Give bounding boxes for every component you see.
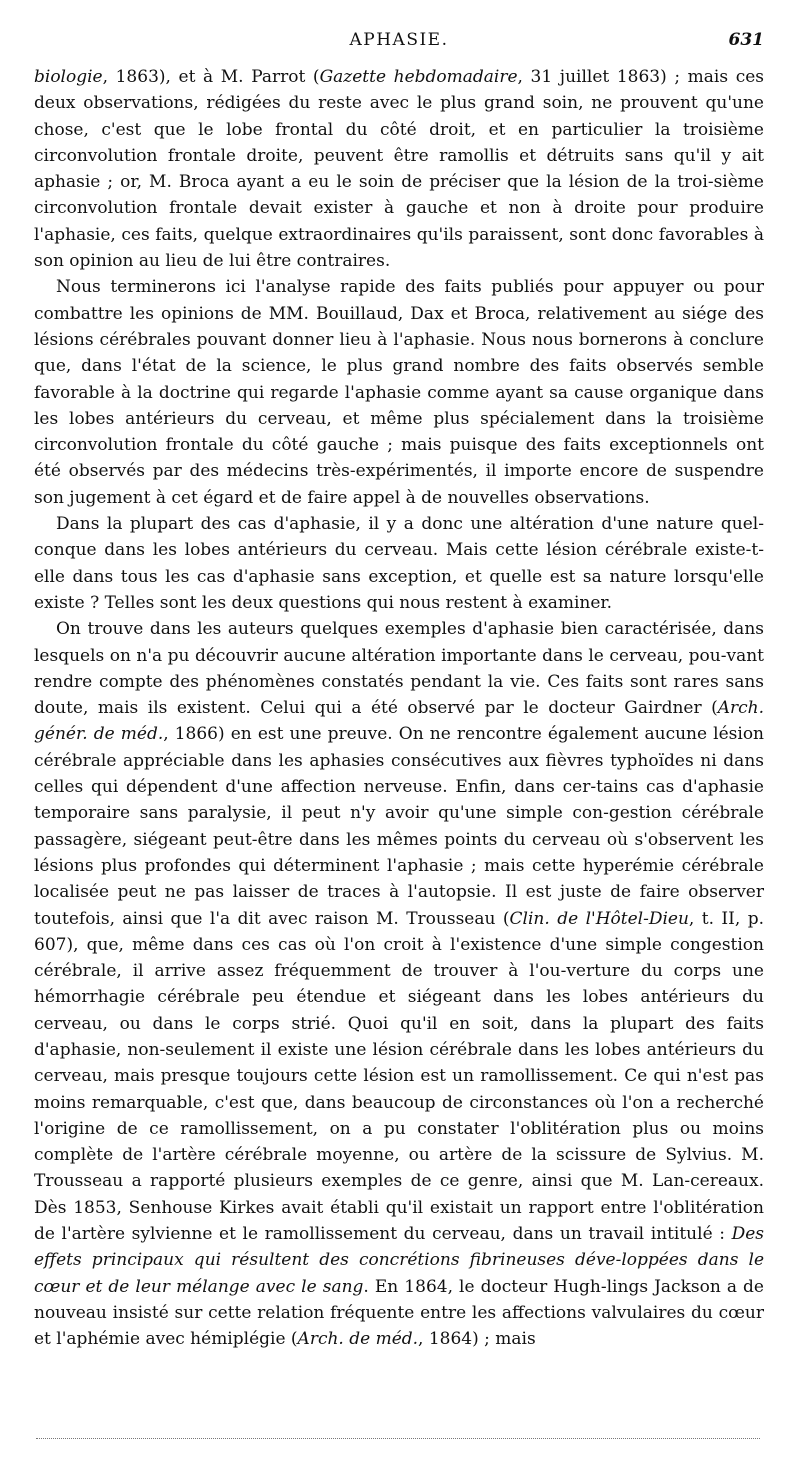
paragraph <box>34 274 764 511</box>
italic-citation: Des effets principaux qui résultent des concrétions fibrineuses déve-loppées dans le cœur et de leur mélange avec le sang <box>34 1224 764 1297</box>
text-run: , t. II, p. 607), que, même dans ces cas où l'on croit à l'existence d'une simple congestion cérébrale, il arrive assez fréquemment de trouver à l'ou-verture du corps une hémorrhagie cérébrale peu étendue et siégeant dans les lobes antérieurs du cerveau, ou dans le corps strié. Quoi qu'il en soit, dans la plupart des faits d'aphasie, non-seulement il existe une lésion cérébrale dans les lobes antérieurs du cerveau, mais presque toujours cette lésion est un ramollissement. Ce qui n'est pas moins remarquable, c'est que, dans beaucoup de circonstances où l'on a recherché l'origine de ce ramollissement, on a pu constater l'oblitération plus ou moins complète de l'artère cérébrale moyenne, ou artère de la scissure de Sylvius. M. Trousseau a rapporté plusieurs exemples de ce genre, ainsi que M. Lan-cereaux. Dès 1853, Senhouse Kirkes avait établi qu'il existait un rapport entre l'oblitération de l'artère sylvienne et le ramollissement du cerveau, dans un travail intitulé : <box>34 908 764 1245</box>
text-run: On trouve dans les auteurs quelques exemples d'aphasie bien caractérisée, dans lesquels on n'a pu découvrir aucune altération importante dans le cerveau, pou-vant rendre compte des phénomènes constatés pendant la vie. Ces faits sont rares sans doute, mais ils existent. Celui qui a été observé par le docteur Gairdner ( <box>34 619 764 719</box>
paragraph <box>34 511 764 616</box>
running-title: APHASIE. <box>349 30 449 50</box>
text-run: Nous terminerons ici l'analyse rapide des faits publiés pour appuyer ou pour combattre les opinions de MM. Bouillaud, Dax et Broca, relativement au siége des lésions cérébrales pouvant donner lieu à l'aphasie. Nous nous bornerons à conclure que, dans l'état de la science, le plus grand nombre des faits observés semble favorable à la doctrine qui regarde l'aphasie comme ayant sa cause organique dans les lobes antérieurs du cerveau, et même plus spécialement dans la troisième circonvolution frontale du côté gauche ; mais puisque des faits exceptionnels ont été observés par des médecins très-expérimentés, il importe encore de suspendre son jugement à cet égard et de faire appel à de nouvelles observations. <box>34 277 764 508</box>
text-run: Dans la plupart des cas d'aphasie, il y a donc une altération d'une nature quel-conque dans les lobes antérieurs du cerveau. Mais cette lésion cérébrale existe-t-elle dans tous les cas d'aphasie sans exception, et quelle est sa nature lorsqu'elle existe ? Telles sont les deux questions qui nous restent à examiner. <box>34 514 764 613</box>
italic-citation: Arch. génér. de méd. <box>34 698 764 745</box>
text-run: , 31 juillet 1863) ; mais ces deux observations, rédigées du reste avec le plus grand soin, ne prouvent qu'une chose, c'est que le lobe frontal du côté droit, et en particulier la troisième circonvolution frontale droite, peuvent être ramollis et détruits sans qu'il y ait aphasie ; or, M. Broca ayant a eu le soin de préciser que la lésion de la troi-sième circonvolution frontale devait exister à gauche et non à droite pour produire l'aphasie, ces faits, quelque extraordinaires qu'ils paraissent, sont donc favorables à son opinion au lieu de lui être contraires. <box>34 67 764 272</box>
text-run: , 1863), et à M. Parrot ( <box>102 67 320 87</box>
italic-citation: Clin. de l'Hôtel-Dieu <box>509 908 689 929</box>
paragraph <box>34 64 764 274</box>
italic-citation: Gazette hebdomadaire <box>319 67 518 87</box>
text-run: , 1864) ; mais <box>418 1329 536 1350</box>
page-number: 631 <box>728 30 764 50</box>
paragraph <box>34 616 764 1352</box>
italic-citation: biologie <box>34 67 103 87</box>
italic-citation: Arch. de méd. <box>297 1329 419 1350</box>
text-run: . En 1864, le docteur Hugh-lings Jackson a de nouveau insisté sur cette relation fréquente entre les affections valvulaires du cœur et l'aphémie avec hémiplégie ( <box>34 1276 764 1350</box>
footer-dotted-rule <box>36 1438 760 1439</box>
running-header <box>34 0 764 50</box>
text-run: , 1866) en est une preuve. On ne rencontre également aucune lésion cérébrale appréciable dans les aphasies consécutives aux fièvres typhoïdes ni dans celles qui dépendent d'une affection nerveuse. Enfin, dans cer-tains cas d'aphasie temporaire sans paralysie, il peut n'y avoir qu'une simple con-gestion cérébrale passagère, siégeant peut-être dans les mêmes points du cerveau où s'observent les lésions plus profondes qui déterminent l'aphasie ; mais cette hyperémie cérébrale localisée peut ne pas laisser de traces à l'autopsie. Il est juste de faire observer toutefois, ainsi que l'a dit avec raison M. Trousseau ( <box>34 724 764 929</box>
body-text <box>34 64 764 1353</box>
